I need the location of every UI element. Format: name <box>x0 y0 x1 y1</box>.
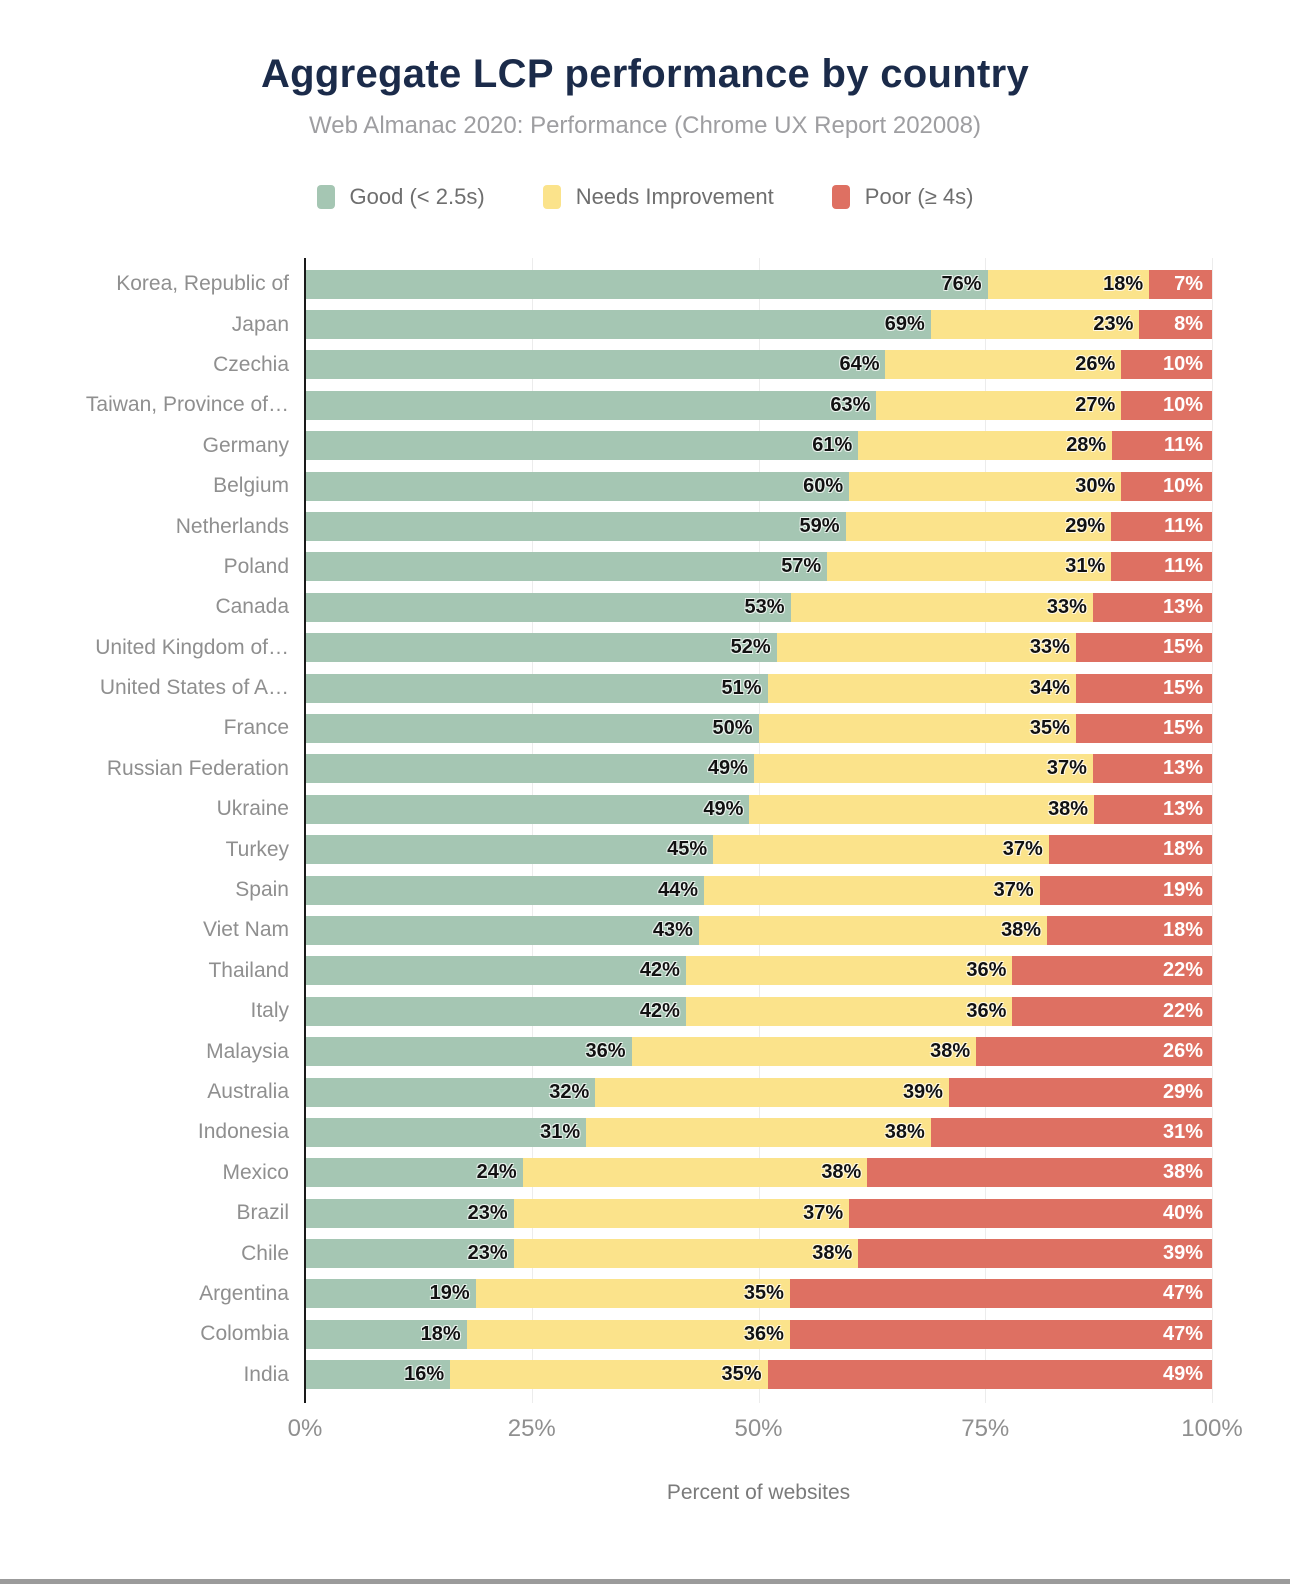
bar-segment-needs-improvement[interactable] <box>450 1360 767 1389</box>
bar-value-label: 59% <box>799 515 840 538</box>
bar-value-label: 29% <box>1065 515 1106 538</box>
bar-value-label: 45% <box>667 838 708 861</box>
bar-value-label: 50% <box>712 716 753 739</box>
legend-item-poor[interactable] <box>832 184 974 210</box>
footer-strip <box>0 1579 1290 1584</box>
bar-segment-poor[interactable] <box>931 1118 1212 1147</box>
bar-value-label: 35% <box>1029 716 1070 739</box>
bar-value-label: 35% <box>721 1363 762 1386</box>
bar-segment-poor[interactable] <box>949 1078 1212 1107</box>
chart-row <box>0 1031 1290 1071</box>
bar-track <box>305 1078 1212 1107</box>
bar-track <box>305 754 1212 783</box>
bar-segment-needs-improvement[interactable] <box>759 714 1076 743</box>
bar-segment-good[interactable] <box>305 633 777 662</box>
bar-value-label: 18% <box>1162 838 1204 861</box>
chart-row <box>0 951 1290 991</box>
bar-segment-needs-improvement[interactable] <box>754 754 1093 783</box>
category-label: Russian Federation <box>106 756 289 780</box>
bar-track <box>305 552 1212 581</box>
bar-segment-good[interactable] <box>305 512 846 541</box>
bar-track <box>305 956 1212 985</box>
bar-track <box>305 674 1212 703</box>
bar-segment-needs-improvement[interactable] <box>768 674 1076 703</box>
chart-row <box>0 1314 1290 1354</box>
category-label: France <box>223 716 289 740</box>
bar-segment-good[interactable] <box>305 431 858 460</box>
category-label: Germany <box>202 433 289 457</box>
bar-segment-poor[interactable] <box>976 1037 1212 1066</box>
bar-segment-needs-improvement[interactable] <box>686 956 1013 985</box>
chart-row <box>0 668 1290 708</box>
category-label: Canada <box>215 595 289 619</box>
bar-value-label: 76% <box>941 272 982 295</box>
bar-value-label: 33% <box>1046 595 1087 618</box>
category-label: Poland <box>223 554 289 578</box>
chart-row <box>0 264 1290 304</box>
bar-track <box>305 1199 1212 1228</box>
bar-segment-needs-improvement[interactable] <box>713 835 1049 864</box>
bar-segment-good[interactable] <box>305 1360 450 1389</box>
category-label: Czechia <box>213 352 289 376</box>
bar-segment-poor[interactable] <box>1040 876 1212 905</box>
bar-track <box>305 1360 1212 1389</box>
bar-segment-poor[interactable] <box>1139 310 1212 339</box>
bar-track <box>305 350 1212 379</box>
bar-segment-good[interactable] <box>305 997 686 1026</box>
category-label: Brazil <box>236 1201 289 1225</box>
bar-segment-good[interactable] <box>305 1279 476 1308</box>
bar-segment-poor[interactable] <box>790 1279 1212 1308</box>
category-label: Thailand <box>208 958 289 982</box>
bar-segment-needs-improvement[interactable] <box>595 1078 949 1107</box>
bar-segment-poor[interactable] <box>768 1360 1212 1389</box>
category-label: Japan <box>231 312 289 336</box>
bar-segment-poor[interactable] <box>867 1158 1212 1187</box>
bar-value-label: 31% <box>1162 1120 1203 1143</box>
chart-row <box>0 304 1290 344</box>
bar-value-label: 69% <box>884 313 925 336</box>
bar-segment-poor[interactable] <box>858 1239 1212 1268</box>
bar-track <box>305 714 1212 743</box>
bar-value-label: 15% <box>1162 716 1203 739</box>
bar-value-label: 19% <box>1162 878 1203 901</box>
bar-value-label: 35% <box>743 1282 784 1305</box>
bar-value-label: 18% <box>1103 272 1144 295</box>
x-tick-label: 0% <box>287 1414 323 1442</box>
bar-track <box>305 1239 1212 1268</box>
bar-track <box>305 472 1212 501</box>
bar-segment-good[interactable] <box>305 1158 523 1187</box>
bar-segment-needs-improvement[interactable] <box>988 270 1150 299</box>
bar-value-label: 31% <box>1065 555 1106 578</box>
bar-segment-poor[interactable] <box>1012 956 1212 985</box>
bar-segment-good[interactable] <box>305 674 768 703</box>
bar-value-label: 15% <box>1162 676 1203 699</box>
bar-segment-needs-improvement[interactable] <box>827 552 1111 581</box>
bar-track <box>305 876 1212 905</box>
bar-value-label: 22% <box>1162 959 1203 982</box>
bar-value-label: 19% <box>429 1282 470 1305</box>
legend-item-good[interactable] <box>317 184 485 210</box>
bar-value-label: 42% <box>639 959 680 982</box>
bar-track <box>305 1279 1212 1308</box>
bar-segment-poor[interactable] <box>1012 997 1212 1026</box>
bar-segment-needs-improvement[interactable] <box>586 1118 931 1147</box>
legend-label: Needs Improvement <box>575 184 774 209</box>
chart-row <box>0 628 1290 668</box>
bar-value-label: 61% <box>812 434 853 457</box>
category-label: United States of A… <box>99 676 289 700</box>
bar-segment-needs-improvement[interactable] <box>514 1199 850 1228</box>
bar-track <box>305 1158 1212 1187</box>
bar-value-label: 38% <box>884 1120 925 1143</box>
bar-segment-poor[interactable] <box>1047 916 1212 945</box>
bar-value-label: 31% <box>540 1120 581 1143</box>
category-label: Indonesia <box>197 1120 289 1144</box>
bar-segment-good[interactable] <box>305 1037 632 1066</box>
bar-track <box>305 593 1212 622</box>
bar-value-label: 13% <box>1162 595 1203 618</box>
bar-value-label: 39% <box>902 1080 943 1103</box>
bar-segment-poor[interactable] <box>1093 593 1212 622</box>
chart-row <box>0 708 1290 748</box>
bar-value-label: 36% <box>966 959 1007 982</box>
bar-segment-needs-improvement[interactable] <box>858 431 1112 460</box>
chart-row <box>0 749 1290 789</box>
bar-track <box>305 512 1212 541</box>
bar-value-label: 36% <box>585 1040 626 1063</box>
bar-value-label: 44% <box>658 878 699 901</box>
bar-value-label: 23% <box>467 1242 508 1265</box>
bar-segment-good[interactable] <box>305 350 885 379</box>
category-label: Australia <box>207 1080 289 1103</box>
x-tick-label: 100% <box>1181 1414 1243 1442</box>
bar-segment-needs-improvement[interactable] <box>876 391 1121 420</box>
bar-segment-poor[interactable] <box>1076 714 1212 743</box>
y-axis-line <box>304 258 306 1403</box>
bar-value-label: 37% <box>993 878 1034 901</box>
legend-swatch-needs-improvement-icon <box>543 185 561 209</box>
bar-value-label: 30% <box>1075 474 1116 497</box>
chart-row <box>0 1153 1290 1193</box>
bar-value-label: 16% <box>404 1363 445 1386</box>
bar-value-label: 33% <box>1029 636 1070 659</box>
bar-segment-needs-improvement[interactable] <box>749 795 1094 824</box>
bar-segment-poor[interactable] <box>1121 472 1212 501</box>
bar-track <box>305 431 1212 460</box>
bar-value-label: 29% <box>1162 1080 1203 1103</box>
bar-value-label: 53% <box>744 595 785 618</box>
x-tick-label: 50% <box>734 1414 783 1442</box>
chart-row <box>0 910 1290 950</box>
bar-value-label: 26% <box>1162 1040 1203 1063</box>
bar-segment-needs-improvement[interactable] <box>699 916 1047 945</box>
bar-segment-needs-improvement[interactable] <box>704 876 1040 905</box>
bar-value-label: 38% <box>821 1161 862 1184</box>
bar-value-label: 57% <box>781 555 822 578</box>
page-title: Aggregate LCP performance by country <box>260 52 1029 96</box>
bar-value-label: 64% <box>839 353 880 376</box>
category-label: United Kingdom of… <box>95 635 289 659</box>
bar-value-label: 43% <box>652 918 693 941</box>
chart-row <box>0 547 1290 587</box>
bar-value-label: 10% <box>1162 393 1203 416</box>
legend-item-needs-improvement[interactable] <box>543 184 774 210</box>
category-label: Turkey <box>225 837 289 861</box>
bar-segment-good[interactable] <box>305 795 749 824</box>
bar-value-label: 23% <box>1093 313 1134 336</box>
category-label: Netherlands <box>175 514 289 538</box>
chart-row <box>0 587 1290 627</box>
bar-segment-good[interactable] <box>305 593 791 622</box>
bar-value-label: 37% <box>1002 838 1043 861</box>
bar-track <box>305 835 1212 864</box>
bar-segment-good[interactable] <box>305 1239 514 1268</box>
chart-row <box>0 385 1290 425</box>
legend-label: Good (< 2.5s) <box>349 184 485 209</box>
bar-track <box>305 310 1212 339</box>
bar-segment-poor[interactable] <box>1094 795 1212 824</box>
bar-segment-good[interactable] <box>305 1199 514 1228</box>
legend <box>0 184 1290 210</box>
chart-row <box>0 345 1290 385</box>
chart-row <box>0 870 1290 910</box>
bar-value-label: 8% <box>1174 313 1203 336</box>
bar-segment-needs-improvement[interactable] <box>467 1320 790 1349</box>
category-label: Spain <box>235 878 289 902</box>
bar-segment-good[interactable] <box>305 714 759 743</box>
bar-segment-poor[interactable] <box>1076 674 1212 703</box>
bar-segment-good[interactable] <box>305 1078 595 1107</box>
legend-swatch-poor-icon <box>832 185 850 209</box>
legend-label: Poor (≥ 4s) <box>864 184 974 209</box>
chart-row <box>0 1355 1290 1395</box>
x-axis <box>287 1414 1243 1445</box>
bar-segment-needs-improvement[interactable] <box>885 350 1121 379</box>
bar-value-label: 47% <box>1162 1282 1203 1305</box>
bar-segment-needs-improvement[interactable] <box>632 1037 977 1066</box>
category-label: Korea, Republic of <box>116 272 289 296</box>
bar-segment-good[interactable] <box>305 1320 467 1349</box>
bar-value-label: 63% <box>830 393 871 416</box>
bar-value-label: 37% <box>803 1201 844 1224</box>
bar-value-label: 10% <box>1162 353 1203 376</box>
plot-area <box>0 258 1290 1403</box>
bar-value-label: 11% <box>1164 434 1203 457</box>
x-tick-label: 75% <box>961 1414 1010 1442</box>
bar-value-label: 38% <box>1048 797 1089 820</box>
bar-segment-needs-improvement[interactable] <box>931 310 1140 339</box>
bar-segment-good[interactable] <box>305 916 699 945</box>
bar-value-label: 60% <box>803 474 844 497</box>
bar-segment-poor[interactable] <box>1111 512 1212 541</box>
bar-segment-needs-improvement[interactable] <box>846 512 1112 541</box>
bar-segment-poor[interactable] <box>1121 350 1212 379</box>
bar-track <box>305 270 1212 299</box>
bar-track <box>305 916 1212 945</box>
bar-value-label: 15% <box>1162 636 1203 659</box>
bar-segment-good[interactable] <box>305 310 931 339</box>
bar-value-label: 52% <box>730 636 771 659</box>
bar-track <box>305 997 1212 1026</box>
bar-segment-poor[interactable] <box>1049 835 1212 864</box>
category-label: Viet Nam <box>203 918 289 942</box>
bar-value-label: 13% <box>1162 797 1203 820</box>
bar-value-label: 49% <box>1162 1363 1204 1386</box>
chart-row <box>0 789 1290 829</box>
bar-value-label: 32% <box>549 1080 590 1103</box>
bar-value-label: 38% <box>812 1242 853 1265</box>
bar-track <box>305 391 1212 420</box>
bar-value-label: 27% <box>1075 393 1116 416</box>
chart-row <box>0 1072 1290 1112</box>
bar-value-label: 38% <box>1001 918 1042 941</box>
bar-track <box>305 1037 1212 1066</box>
bar-segment-poor[interactable] <box>1112 431 1212 460</box>
bar-segment-good[interactable] <box>305 552 827 581</box>
bar-track <box>305 633 1212 662</box>
category-label: Mexico <box>222 1160 289 1184</box>
bar-segment-good[interactable] <box>305 956 686 985</box>
bar-value-label: 49% <box>707 757 748 780</box>
bar-rows <box>0 258 1290 1403</box>
chart-row <box>0 466 1290 506</box>
bar-value-label: 18% <box>1162 918 1203 941</box>
legend-swatch-good-icon <box>317 185 335 209</box>
bar-segment-poor[interactable] <box>1111 552 1212 581</box>
bar-track <box>305 1320 1212 1349</box>
bar-segment-needs-improvement[interactable] <box>777 633 1076 662</box>
bar-track <box>305 1118 1212 1147</box>
x-tick-label: 25% <box>507 1414 556 1442</box>
bar-segment-needs-improvement[interactable] <box>791 593 1093 622</box>
bar-value-label: 22% <box>1162 999 1203 1022</box>
chart-row <box>0 991 1290 1031</box>
bar-segment-good[interactable] <box>305 270 988 299</box>
bar-segment-needs-improvement[interactable] <box>476 1279 790 1308</box>
bar-segment-good[interactable] <box>305 1118 586 1147</box>
chart-row <box>0 1233 1290 1273</box>
bar-segment-good[interactable] <box>305 472 849 501</box>
bar-segment-poor[interactable] <box>849 1199 1212 1228</box>
bar-segment-poor[interactable] <box>1149 270 1212 299</box>
bar-value-label: 47% <box>1162 1322 1203 1345</box>
bar-segment-needs-improvement[interactable] <box>849 472 1121 501</box>
bar-segment-poor[interactable] <box>1093 754 1212 783</box>
bar-value-label: 11% <box>1164 555 1204 578</box>
bar-value-label: 37% <box>1046 757 1087 780</box>
bar-value-label: 36% <box>966 999 1007 1022</box>
category-label: Chile <box>241 1241 289 1265</box>
bar-segment-needs-improvement[interactable] <box>514 1239 859 1268</box>
chart-row <box>0 506 1290 546</box>
bar-value-label: 51% <box>721 676 762 699</box>
chart-row <box>0 1193 1290 1233</box>
chart-row <box>0 426 1290 466</box>
bar-value-label: 39% <box>1162 1242 1203 1265</box>
bar-value-label: 49% <box>703 797 744 820</box>
bar-value-label: 42% <box>639 999 680 1022</box>
bar-value-label: 18% <box>420 1322 461 1345</box>
category-label: Italy <box>250 999 289 1023</box>
bar-value-label: 36% <box>743 1322 784 1345</box>
bar-segment-poor[interactable] <box>790 1320 1212 1349</box>
bar-segment-good[interactable] <box>305 754 754 783</box>
bar-segment-good[interactable] <box>305 391 876 420</box>
page-subtitle: Web Almanac 2020: Performance (Chrome UX Report 202008) <box>309 112 981 139</box>
bar-value-label: 7% <box>1174 272 1203 295</box>
bar-value-label: 23% <box>467 1201 508 1224</box>
x-axis-title: Percent of websites <box>666 1480 851 1504</box>
bar-segment-needs-improvement[interactable] <box>686 997 1013 1026</box>
category-label: Taiwan, Province of… <box>85 393 289 417</box>
category-label: Ukraine <box>216 797 289 821</box>
category-label: Malaysia <box>206 1039 289 1063</box>
bar-value-label: 24% <box>476 1161 517 1184</box>
bar-value-label: 38% <box>1162 1161 1203 1184</box>
bar-segment-poor[interactable] <box>1076 633 1212 662</box>
chart-row <box>0 1274 1290 1314</box>
bar-segment-good[interactable] <box>305 835 713 864</box>
chart-row <box>0 1112 1290 1152</box>
bar-value-label: 11% <box>1164 515 1203 538</box>
chart-row <box>0 829 1290 869</box>
bar-value-label: 26% <box>1075 353 1116 376</box>
bar-value-label: 10% <box>1162 474 1203 497</box>
category-label: Belgium <box>213 474 289 498</box>
category-label: Colombia <box>200 1322 289 1346</box>
bar-value-label: 28% <box>1066 434 1107 457</box>
bar-value-label: 38% <box>930 1040 971 1063</box>
bar-segment-good[interactable] <box>305 876 704 905</box>
bar-value-label: 34% <box>1029 676 1070 699</box>
category-label: Argentina <box>199 1281 289 1305</box>
bar-value-label: 13% <box>1162 757 1203 780</box>
bar-segment-poor[interactable] <box>1121 391 1212 420</box>
bar-value-label: 40% <box>1162 1201 1203 1224</box>
category-label: India <box>243 1362 289 1386</box>
bar-segment-needs-improvement[interactable] <box>523 1158 868 1187</box>
bar-track <box>305 795 1212 824</box>
